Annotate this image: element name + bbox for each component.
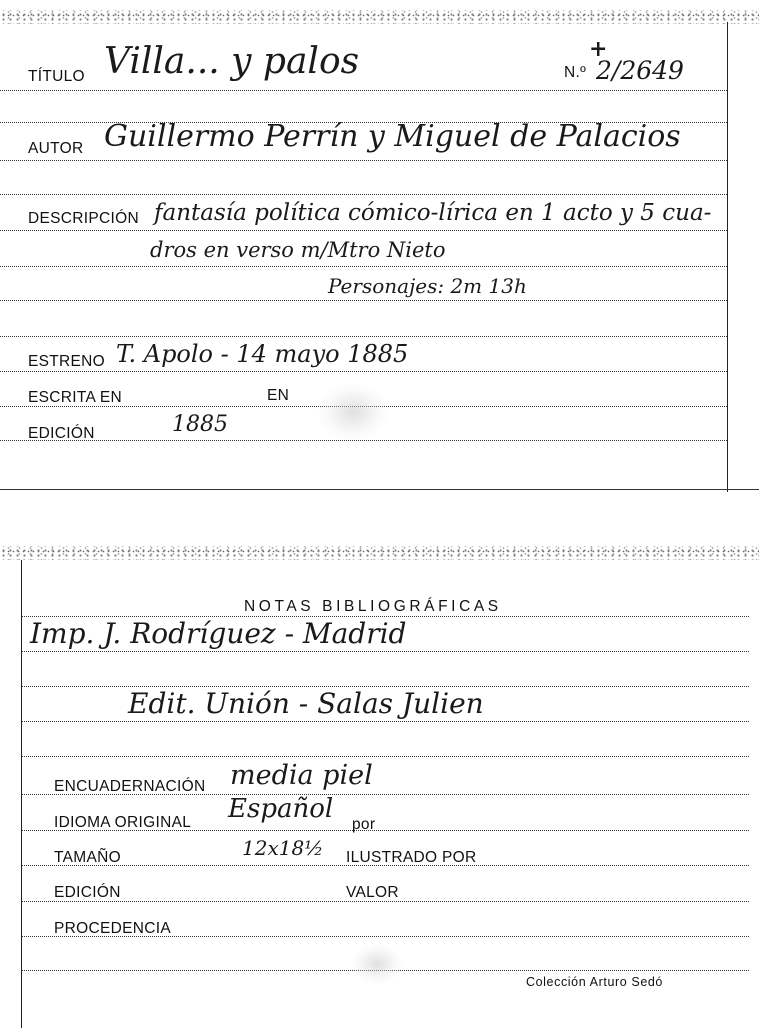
rule-autor (0, 160, 727, 161)
value-descripcion-3: Personajes: 2m 13h (328, 274, 527, 298)
rule-notas-2 (22, 651, 749, 652)
label-numero: N.º (564, 64, 587, 81)
rule-edicion (0, 440, 727, 441)
value-numero: 2/2649 (596, 56, 684, 85)
rule-descripcion-1 (0, 230, 727, 231)
rule-blank-3 (0, 336, 727, 337)
rule-notas-5 (22, 756, 749, 757)
value-idioma: Español (228, 794, 334, 824)
rule-descripcion-2 (0, 266, 727, 267)
label-descripcion: DESCRIPCIÓN (28, 210, 139, 227)
catalog-card-front (0, 0, 759, 500)
value-estreno: T. Apolo - 14 mayo 1885 (116, 340, 409, 368)
label-autor: AUTOR (28, 140, 84, 157)
rule-estreno (0, 371, 727, 372)
label-valor: VALOR (346, 884, 399, 901)
paper-stain-2 (352, 944, 402, 984)
label-edicion: EDICIÓN (28, 425, 95, 442)
value-descripcion-1: fantasía política cómico-lírica en 1 acto y 5 cua- (154, 200, 712, 226)
card-top-edge-2 (0, 546, 759, 560)
label-procedencia: PROCEDENCIA (54, 920, 171, 937)
value-tamano: 12x18½ (242, 836, 324, 860)
card-top-edge (0, 10, 759, 24)
label-idioma: IDIOMA ORIGINAL (54, 814, 192, 831)
value-titulo: Villa... y palos (104, 41, 360, 82)
value-nota-1: Imp. J. Rodríguez - Madrid (30, 617, 407, 650)
rule-titulo (0, 90, 727, 91)
value-edicion: 1885 (172, 412, 228, 437)
rule-descripcion-3 (0, 300, 727, 301)
rule-blank-2 (0, 194, 727, 195)
label-encuadernacion: ENCUADERNACIÓN (54, 778, 206, 795)
label-ilustrado: ILUSTRADO POR (346, 849, 477, 866)
card-right-border (727, 22, 728, 492)
notas-heading: NOTAS BIBLIOGRÁFICAS (244, 598, 502, 615)
value-encuadernacion: media piel (230, 760, 373, 791)
collection-footer: Colección Arturo Sedó (526, 975, 663, 989)
label-estreno: ESTRENO (28, 353, 106, 370)
value-descripcion-2: dros en verso m/Mtro Nieto (150, 238, 446, 262)
label-tamano: TAMAÑO (54, 849, 121, 866)
catalog-card-back (0, 540, 759, 1028)
value-autor: Guillermo Perrín y Miguel de Palacios (104, 119, 681, 154)
card-bottom-edge (0, 489, 759, 490)
label-edicion-2: EDICIÓN (54, 884, 121, 901)
paper-stain (318, 384, 388, 440)
label-titulo: TÍTULO (28, 68, 85, 85)
rule-notas-4 (22, 721, 749, 722)
label-en: EN (267, 387, 290, 404)
label-escrita-en: ESCRITA EN (28, 389, 123, 406)
label-por: por (352, 816, 376, 833)
value-numero-mark: + (589, 36, 608, 62)
value-nota-2: Edit. Unión - Salas Julien (128, 687, 484, 720)
